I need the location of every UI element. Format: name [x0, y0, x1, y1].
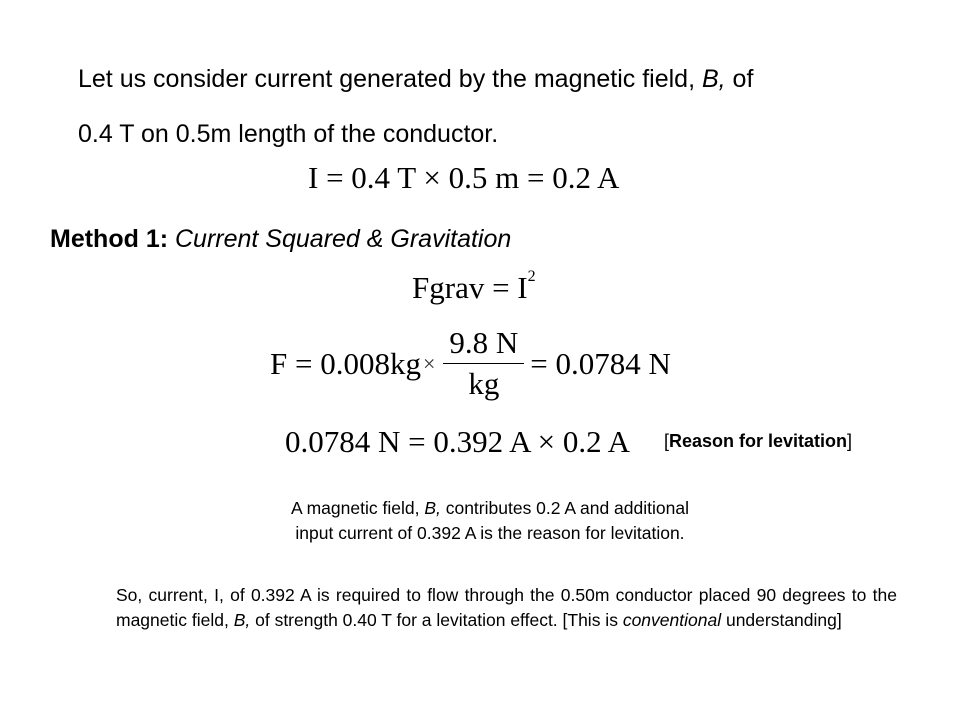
gravity-fraction [443, 325, 524, 402]
force-lhs: F = 0.008kg [270, 345, 421, 381]
intro-line-2: 0.4 T on 0.5m length of the conductor. [78, 120, 499, 148]
fgrav-exponent: 2 [527, 267, 536, 285]
note-text-a: A magnetic field, [291, 498, 425, 518]
conclusion-paragraph [116, 583, 897, 633]
reason-bracket-close: ] [847, 431, 853, 451]
levitation-equation: 0.0784 N = 0.392 A × 0.2 A [285, 424, 630, 459]
reason-bracket-open: [ [664, 431, 670, 451]
force-equation [270, 325, 671, 402]
intro-field-symbol: B, [701, 65, 726, 93]
current-equation: I = 0.4 T × 0.5 m = 0.2 A [308, 160, 620, 195]
conclusion-text-a: So, current, I, of 0.392 A is required to flow through the 0.50m conductor placed 90 degrees to the magnetic field, [116, 585, 897, 630]
fraction-denominator: kg [468, 366, 500, 401]
method-title: Current Squared & Gravitation [175, 225, 512, 253]
intro-line-1 [78, 52, 958, 107]
conclusion-text-c: of strength 0.40 T for a levitation effect. [This is [250, 610, 623, 630]
multiply-sign: × [422, 350, 436, 376]
conclusion-emphasis: conventional [622, 610, 722, 630]
note-text-c: contributes 0.2 A and additional [440, 498, 689, 518]
conclusion-field-symbol: B, [233, 610, 251, 630]
note-line-1 [210, 496, 770, 521]
intro-paragraph [78, 52, 958, 162]
reason-text: Reason for levitation [669, 431, 848, 451]
force-rhs: = 0.0784 N [530, 345, 671, 381]
field-note [210, 496, 770, 546]
method-label: Method 1: [50, 225, 169, 253]
fgrav-lhs: Fgrav = I [412, 270, 528, 305]
conclusion-text-e: understanding] [721, 610, 842, 630]
fgrav-equation [412, 267, 536, 306]
note-line-2: input current of 0.392 A is the reason for levitation. [295, 523, 685, 543]
intro-text-end: of [725, 65, 754, 93]
fraction-numerator: 9.8 N [443, 325, 524, 364]
reason-label [664, 431, 852, 452]
intro-text: Let us consider current generated by the magnetic field, [78, 65, 702, 93]
note-field-symbol: B, [424, 498, 441, 518]
method-heading [50, 225, 511, 254]
